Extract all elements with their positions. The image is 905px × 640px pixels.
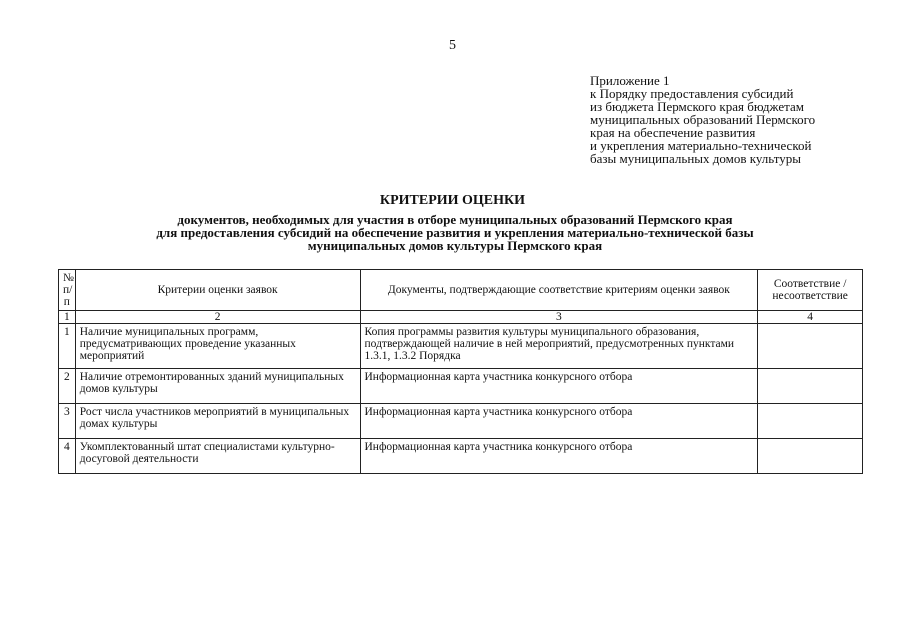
- row-criteria: Наличие отремонтированных зданий муниципальных домов культуры: [75, 369, 360, 404]
- appendix-note: [590, 74, 815, 165]
- table-row: [59, 324, 863, 369]
- table-header-row: [59, 270, 863, 311]
- header-criteria: Критерии оценки заявок: [75, 270, 360, 311]
- subtitle-line: муниципальных домов культуры Пермского края: [307, 238, 603, 253]
- row-compliance: [758, 404, 863, 439]
- header-documents: Документы, подтверждающие соответствие критериям оценки заявок: [360, 270, 758, 311]
- row-number: 4: [59, 439, 76, 474]
- column-index: 1: [59, 311, 76, 324]
- appendix-line: Приложение 1: [590, 73, 670, 88]
- criteria-table: [58, 269, 863, 474]
- document-title: КРИТЕРИИ ОЦЕНКИ: [379, 193, 526, 208]
- column-index-row: [59, 311, 863, 324]
- row-criteria: Укомплектованный штат специалистами культурно-досуговой деятельности: [75, 439, 360, 474]
- table-row: [59, 439, 863, 474]
- appendix-line: к Порядку предоставления субсидий: [590, 86, 794, 101]
- document-subtitle: [80, 213, 830, 252]
- row-documents: Информационная карта участника конкурсного отбора: [360, 439, 758, 474]
- subtitle-line: документов, необходимых для участия в отборе муниципальных образований Пермского края: [177, 212, 733, 227]
- appendix-line: и укрепления материально-технической: [590, 138, 812, 153]
- row-documents: Информационная карта участника конкурсного отбора: [360, 369, 758, 404]
- table-row: [59, 369, 863, 404]
- table-row: [59, 404, 863, 439]
- column-index: 2: [75, 311, 360, 324]
- appendix-line: края на обеспечение развития: [590, 125, 756, 140]
- appendix-line: базы муниципальных домов культуры: [590, 151, 801, 166]
- header-num: № п/п: [59, 270, 76, 311]
- row-compliance: [758, 369, 863, 404]
- header-compliance: Соответствие / несоответствие: [758, 270, 863, 311]
- row-compliance: [758, 324, 863, 369]
- appendix-line: муниципальных образований Пермского: [590, 112, 816, 127]
- row-compliance: [758, 439, 863, 474]
- page-number: 5: [449, 38, 456, 53]
- column-index: 3: [360, 311, 758, 324]
- row-criteria: Рост числа участников мероприятий в муниципальных домах культуры: [75, 404, 360, 439]
- row-number: 3: [59, 404, 76, 439]
- row-documents: Копия программы развития культуры муниципального образования, подтверждающей наличие в ней мероприятий, предусмотренных пунктами 1.3.1, 1.3.2 Порядка: [360, 324, 758, 369]
- row-number: 2: [59, 369, 76, 404]
- column-index: 4: [758, 311, 863, 324]
- row-number: 1: [59, 324, 76, 369]
- row-documents: Информационная карта участника конкурсного отбора: [360, 404, 758, 439]
- row-criteria: Наличие муниципальных программ, предусматривающих проведение указанных мероприятий: [75, 324, 360, 369]
- subtitle-line: для предоставления субсидий на обеспечение развития и укрепления материально-технической базы: [156, 225, 754, 240]
- appendix-line: из бюджета Пермского края бюджетам: [590, 99, 804, 114]
